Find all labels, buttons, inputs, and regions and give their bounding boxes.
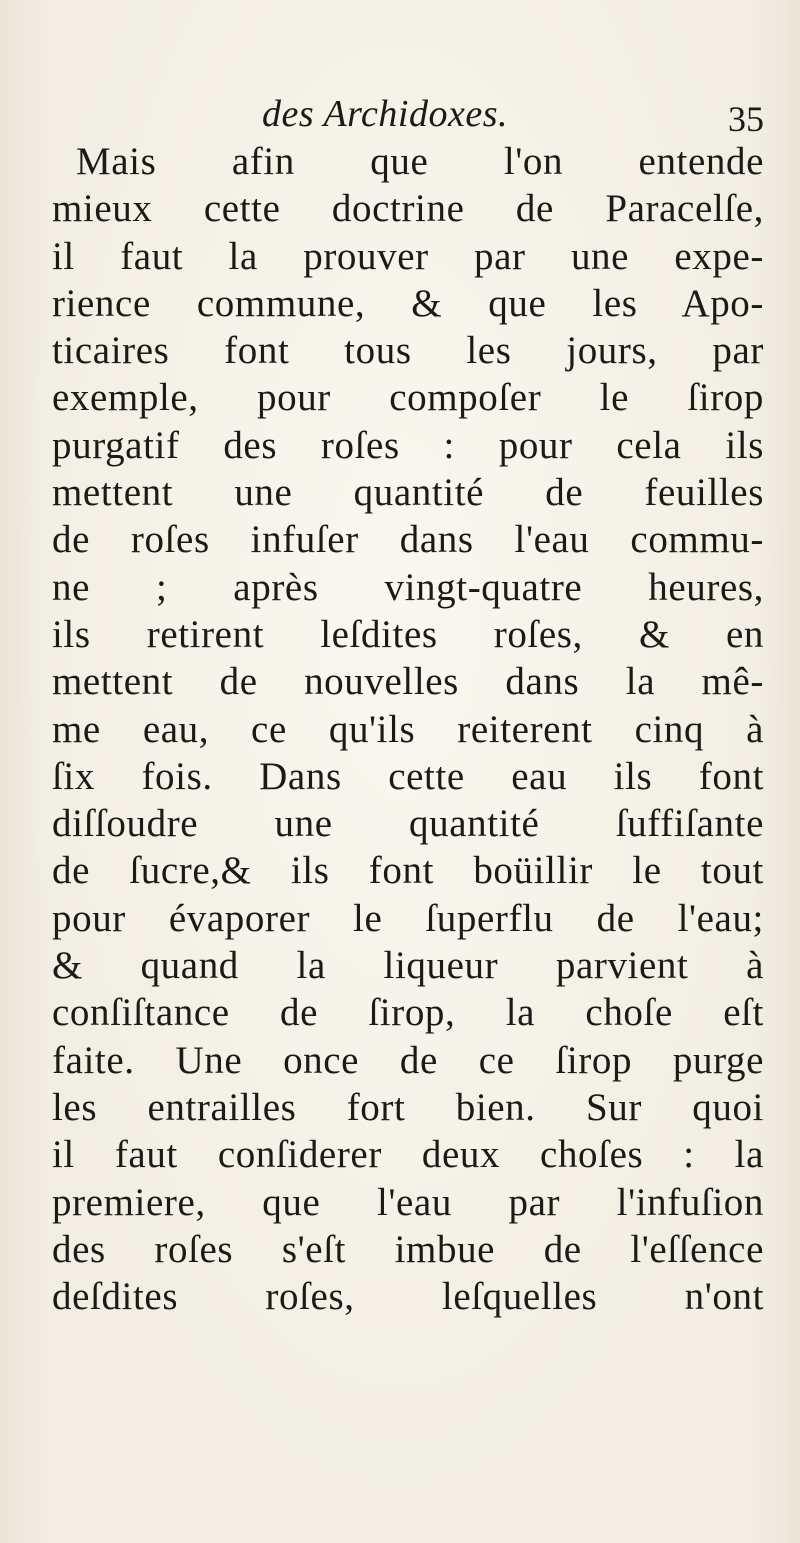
body-text [52,138,764,1320]
text-line: exemple, pour compoſer le ſirop [52,376,764,420]
text-line: ticaires font tous les jours, par [52,329,764,373]
text-line: pour évaporer le ſuperflu de l'eau; [52,896,764,940]
text-line: purgatif des roſes : pour cela ils [52,423,764,467]
text-line: premiere, que l'eau par l'infuſion [52,1180,764,1224]
text-line: les entrailles fort bien. Sur quoi [52,1085,764,1129]
text-line: diſſoudre une quantité ſuffiſante [52,802,764,846]
text-line: ne ; après vingt-quatre heures, [52,565,764,609]
text-line: ils retirent leſdites roſes, & en [52,612,764,656]
page-number: 35 [728,99,764,139]
text-line: deſdites roſes, leſquelles n'ont [52,1275,764,1319]
text-line: il faut conſiderer deux choſes : la [52,1133,764,1177]
text-line: rience commune, & que les Apo- [52,281,764,325]
text-line: de ſucre,& ils font boüillir le tout [52,849,764,893]
text-line: des roſes s'eſt imbue de l'eſſence [52,1227,764,1271]
text-line: il faut la prouver par une expe- [52,234,764,278]
running-title: des Archidoxes. [262,93,509,135]
text-line: & quand la liqueur parvient à [52,944,764,988]
page-header [0,92,800,142]
text-line: Mais afin que l'on entende [76,140,764,183]
text-line: ſix fois. Dans cette eau ils font [52,754,764,798]
text-line: conſiſtance de ſirop, la choſe eſt [52,991,764,1035]
text-line: mettent une quantité de feuilles [52,471,764,515]
text-line: me eau, ce qu'ils reiterent cinq à [52,707,764,751]
text-line: faite. Une once de ce ſirop purge [52,1038,764,1082]
text-line: mettent de nouvelles dans la mê- [52,660,764,704]
text-line: de roſes infuſer dans l'eau commu- [52,518,764,562]
text-line: mieux cette doctrine de Paracelſe, [52,187,764,231]
